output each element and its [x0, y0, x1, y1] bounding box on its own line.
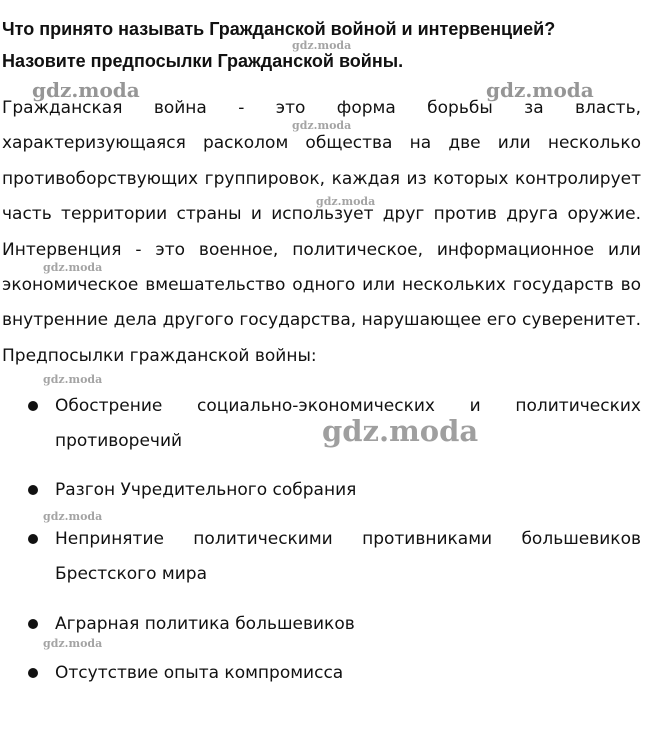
question-line-2: Назовите предпосылки Гражданской войны.: [2, 51, 404, 71]
watermark: gdz.moda: [43, 261, 103, 274]
answer-paragraph: Гражданская война - это форма борьбы за власть, характеризующаяся расколом общества на две или несколько противоборствующих группировок, каждая из которых контролирует часть территории страны и использует друг против друга оружие. Интервенция - это военное, политическое, информационное или экономическое вмешательство одного или нескольких государств во внутренние дела другого государства, нарушающее его суверенитет. Предпосылки гражданской войны:: [2, 98, 641, 366]
list-item-text: Непринятие политическими противниками большевиков Брестского мира: [55, 529, 641, 584]
watermark: gdz.moda: [32, 78, 140, 102]
list-item-text: Разгон Учредительного собрания: [55, 480, 357, 500]
watermark: gdz.moda: [292, 39, 352, 52]
watermark: gdz.moda: [43, 637, 103, 650]
list-item-text: Обострение социально-экономических и политических противоречий: [55, 396, 641, 451]
question-line-1: Что принято называть Гражданской войной и интервенцией?: [2, 19, 556, 39]
list-item: [28, 389, 641, 459]
bullet-dot-icon: [28, 668, 38, 678]
list-item-text: Аграрная политика большевиков: [55, 614, 355, 634]
watermark: gdz.moda: [322, 414, 479, 448]
bullet-dot-icon: [28, 534, 38, 544]
list-item: [28, 607, 641, 642]
bullet-dot-icon: [28, 485, 38, 495]
watermark: gdz.moda: [292, 119, 352, 132]
list-item: [28, 656, 641, 691]
watermark: gdz.moda: [316, 195, 376, 208]
bullet-dot-icon: [28, 401, 38, 411]
watermark: gdz.moda: [486, 78, 594, 102]
list-item-text: Отсутствие опыта компромисса: [55, 663, 344, 683]
watermark: gdz.moda: [43, 373, 103, 386]
bullet-dot-icon: [28, 619, 38, 629]
watermark: gdz.moda: [43, 510, 103, 523]
question-heading: [2, 13, 642, 77]
list-item: [28, 522, 641, 592]
list-item: [28, 473, 641, 508]
